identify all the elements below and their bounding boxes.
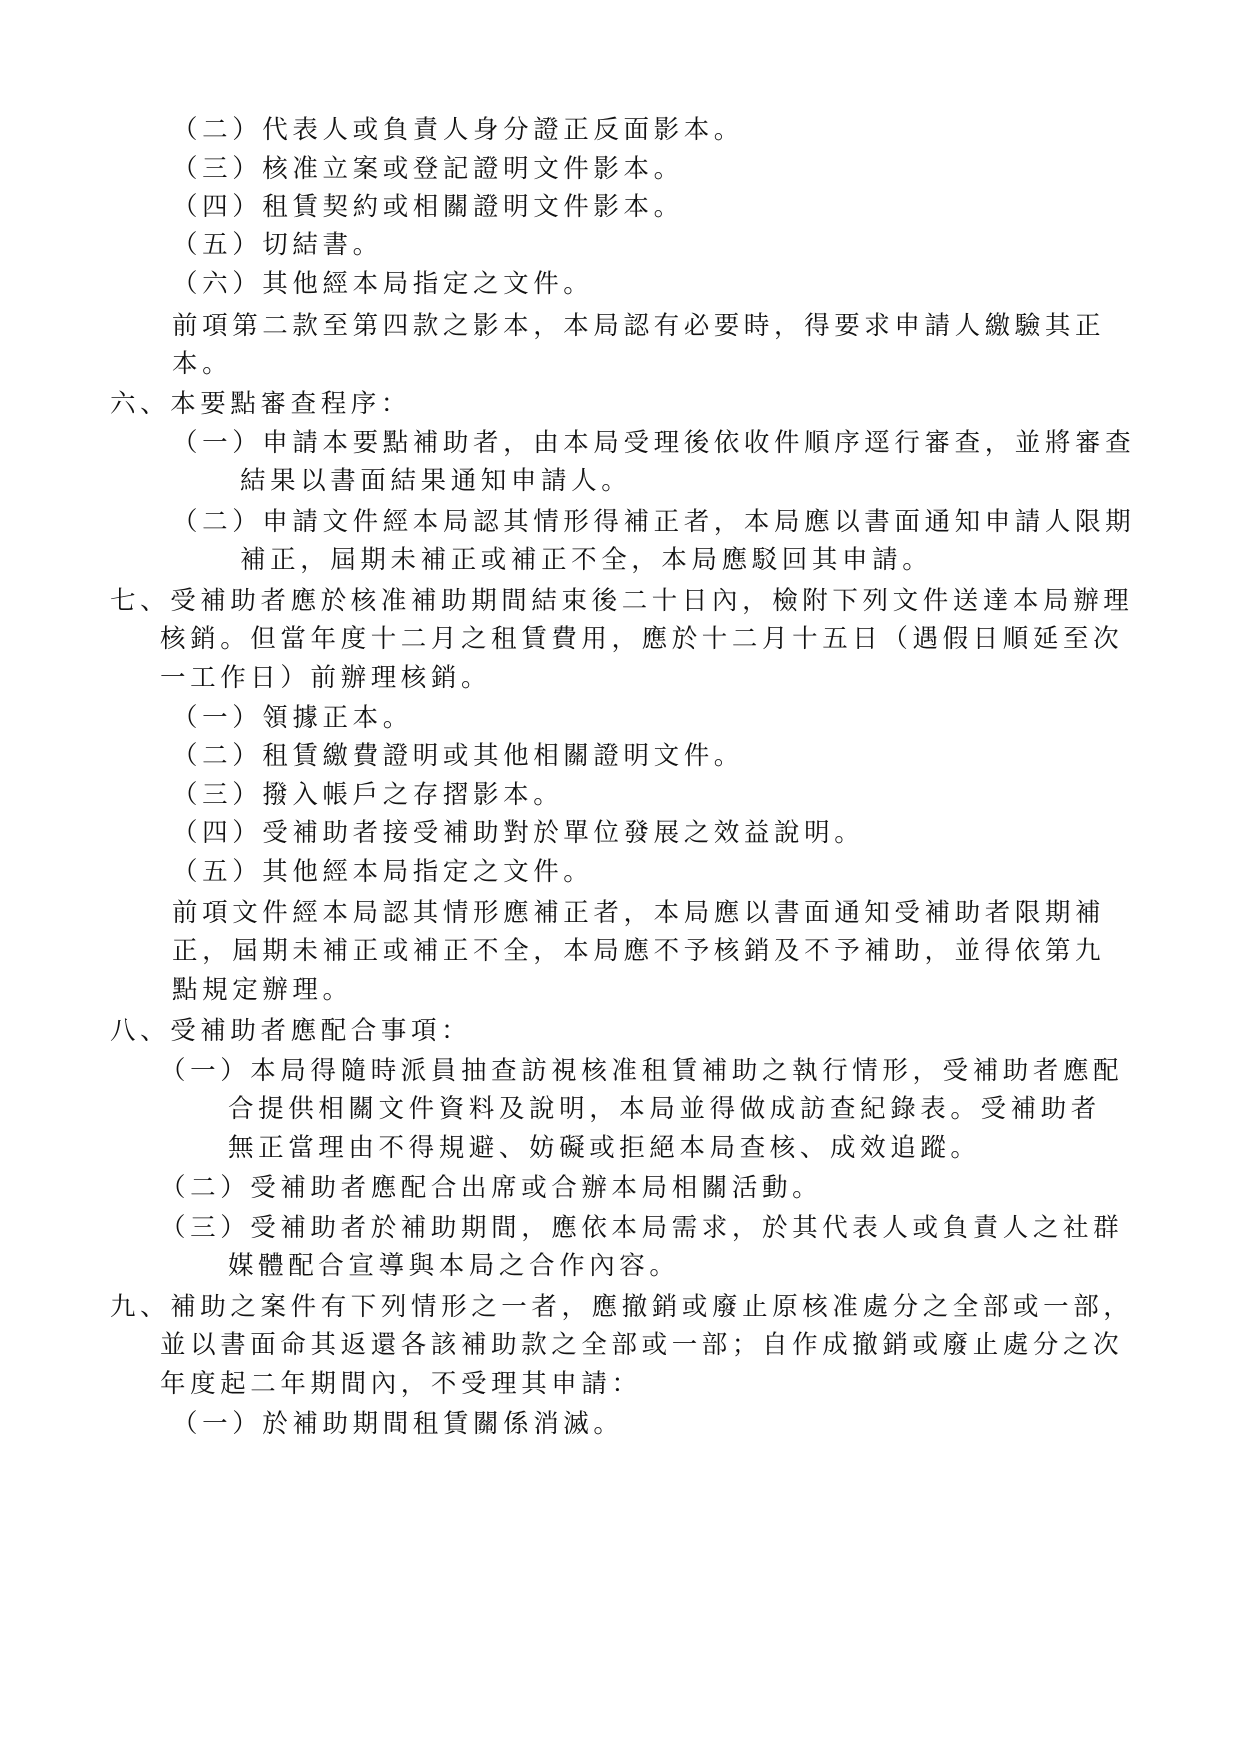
- section-heading: 九、補助之案件有下列情形之一者，應撤銷或廢止原核准處分之全部或一部，: [110, 1292, 1134, 1322]
- text-line: 年度起二年期間內，不受理其申請：: [160, 1369, 642, 1399]
- text-line: （二）申請文件經本局認其情形得補正者，本局應以書面通知申請人限期: [172, 507, 1136, 537]
- text-line: （五）其他經本局指定之文件。: [172, 857, 594, 887]
- text-line: （三）核准立案或登記證明文件影本。: [172, 154, 684, 184]
- text-line: （二）租賃繳費證明或其他相關證明文件。: [172, 741, 744, 771]
- text-line: （三）受補助者於補助期間，應依本局需求，於其代表人或負責人之社群: [160, 1213, 1124, 1243]
- text-line: 一工作日）前辦理核銷。: [160, 663, 492, 693]
- text-line: 媒體配合宣導與本局之合作內容。: [228, 1251, 680, 1281]
- text-line: 前項第二款至第四款之影本，本局認有必要時，得要求申請人繳驗其正: [172, 311, 1106, 341]
- text-line: （二）受補助者應配合出席或合辦本局相關活動。: [160, 1173, 823, 1203]
- text-line: （一）本局得隨時派員抽查訪視核准租賃補助之執行情形，受補助者應配: [160, 1056, 1124, 1086]
- text-line: （一）於補助期間租賃關係消滅。: [172, 1409, 624, 1439]
- text-line: （四）受補助者接受補助對於單位發展之效益說明。: [172, 818, 865, 848]
- text-line: （六）其他經本局指定之文件。: [172, 269, 594, 299]
- section-heading: 六、本要點審查程序：: [110, 389, 412, 419]
- text-line: 並以書面命其返還各該補助款之全部或一部；自作成撤銷或廢止處分之次: [160, 1330, 1124, 1360]
- section-heading: 七、受補助者應於核准補助期間結束後二十日內，檢附下列文件送達本局辦理: [110, 586, 1134, 616]
- text-line: （五）切結書。: [172, 230, 383, 260]
- text-line: （二）代表人或負責人身分證正反面影本。: [172, 115, 744, 145]
- text-line: 點規定辦理。: [172, 975, 353, 1005]
- text-line: 核銷。但當年度十二月之租賃費用，應於十二月十五日（遇假日順延至次: [160, 624, 1124, 654]
- text-line: 正，屆期未補正或補正不全，本局應不予核銷及不予補助，並得依第九: [172, 936, 1106, 966]
- text-line: 前項文件經本局認其情形應補正者，本局應以書面通知受補助者限期補: [172, 898, 1106, 928]
- text-line: 本。: [172, 349, 233, 379]
- text-line: （四）租賃契約或相關證明文件影本。: [172, 192, 684, 222]
- text-line: 無正當理由不得規避、妨礙或拒絕本局查核、成效追蹤。: [228, 1133, 981, 1163]
- text-line: （三）撥入帳戶之存摺影本。: [172, 780, 564, 810]
- section-heading: 八、受補助者應配合事項：: [110, 1016, 472, 1046]
- text-line: 補正，屆期未補正或補正不全，本局應駁回其申請。: [240, 545, 933, 575]
- text-line: 結果以書面結果通知申請人。: [240, 466, 632, 496]
- text-line: （一）領據正本。: [172, 703, 413, 733]
- text-line: （一）申請本要點補助者，由本局受理後依收件順序逕行審查，並將審查: [172, 428, 1136, 458]
- text-line: 合提供相關文件資料及說明，本局並得做成訪查紀錄表。受補助者: [228, 1094, 1101, 1124]
